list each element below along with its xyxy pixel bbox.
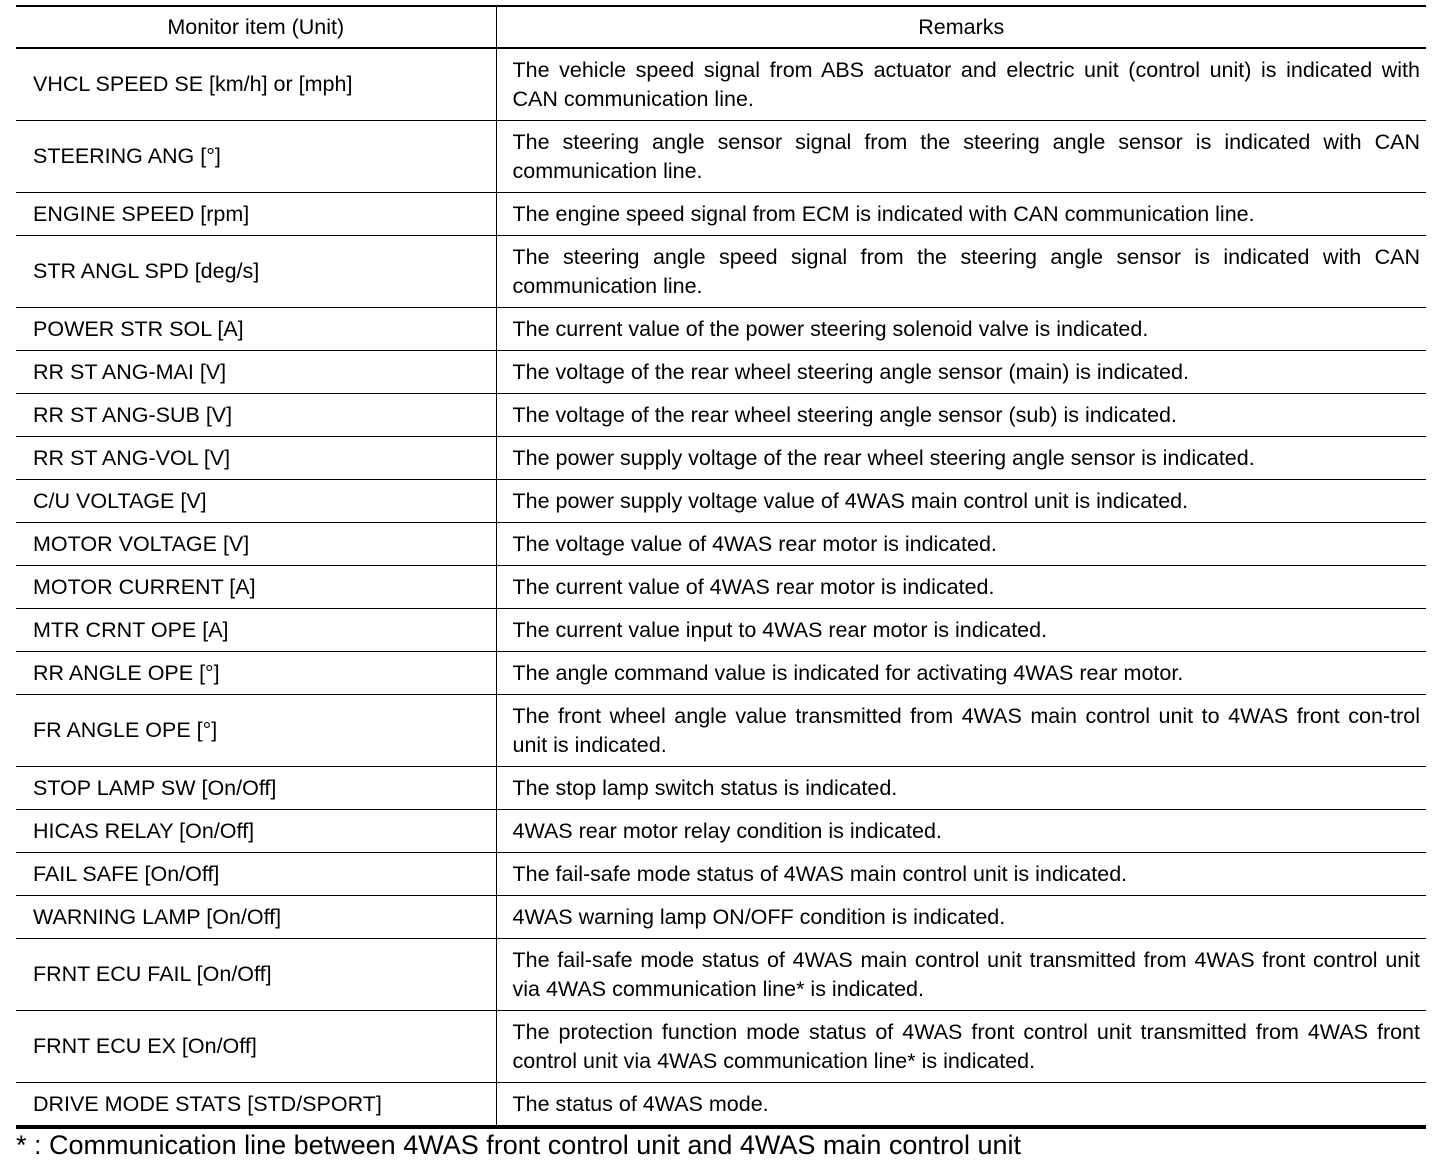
monitor-item-cell: C/U VOLTAGE [V]: [16, 480, 496, 523]
remarks-cell: The stop lamp switch status is indicated.: [496, 767, 1426, 810]
remarks-cell: The power supply voltage of the rear wheel steering angle sensor is indicated.: [496, 437, 1426, 480]
column-header-remarks: Remarks: [496, 6, 1426, 48]
table-row: [16, 523, 1426, 566]
remarks-cell: The fail-safe mode status of 4WAS main control unit is indicated.: [496, 853, 1426, 896]
remarks-cell: The fail-safe mode status of 4WAS main control unit transmitted from 4WAS front control unit via 4WAS communication line* is indicated.: [496, 939, 1426, 1011]
remarks-cell: 4WAS rear motor relay condition is indicated.: [496, 810, 1426, 853]
monitor-item-cell: HICAS RELAY [On/Off]: [16, 810, 496, 853]
table-row: [16, 652, 1426, 695]
table-row: [16, 566, 1426, 609]
monitor-item-cell: ENGINE SPEED [rpm]: [16, 193, 496, 236]
monitor-item-cell: RR ST ANG-VOL [V]: [16, 437, 496, 480]
monitor-item-cell: VHCL SPEED SE [km/h] or [mph]: [16, 48, 496, 121]
monitor-item-document: [16, 5, 1426, 1129]
table-row: [16, 308, 1426, 351]
table-row: [16, 609, 1426, 652]
monitor-item-cell: RR ST ANG-MAI [V]: [16, 351, 496, 394]
monitor-item-cell: MOTOR VOLTAGE [V]: [16, 523, 496, 566]
monitor-item-cell: FRNT ECU FAIL [On/Off]: [16, 939, 496, 1011]
monitor-item-cell: RR ST ANG-SUB [V]: [16, 394, 496, 437]
table-row: [16, 767, 1426, 810]
remarks-cell: The voltage of the rear wheel steering angle sensor (sub) is indicated.: [496, 394, 1426, 437]
monitor-item-cell: RR ANGLE OPE [°]: [16, 652, 496, 695]
monitor-item-cell: MOTOR CURRENT [A]: [16, 566, 496, 609]
remarks-cell: The current value of 4WAS rear motor is indicated.: [496, 566, 1426, 609]
monitor-item-cell: WARNING LAMP [On/Off]: [16, 896, 496, 939]
footnote: * : Communication line between 4WAS front control unit and 4WAS main control unit: [16, 1130, 1021, 1160]
monitor-item-cell: FRNT ECU EX [On/Off]: [16, 1011, 496, 1083]
table-row: [16, 236, 1426, 308]
remarks-cell: The voltage value of 4WAS rear motor is indicated.: [496, 523, 1426, 566]
table-row: [16, 437, 1426, 480]
table-row: [16, 1011, 1426, 1083]
remarks-cell: The protection function mode status of 4WAS front control unit transmitted from 4WAS front control unit via 4WAS communication line* is indicated.: [496, 1011, 1426, 1083]
column-header-monitor-item: Monitor item (Unit): [16, 6, 496, 48]
table-row: [16, 193, 1426, 236]
table-row: [16, 351, 1426, 394]
table-row: [16, 394, 1426, 437]
remarks-cell: The current value input to 4WAS rear motor is indicated.: [496, 609, 1426, 652]
table-body: [16, 48, 1426, 1127]
table-row: [16, 48, 1426, 121]
remarks-cell: The voltage of the rear wheel steering angle sensor (main) is indicated.: [496, 351, 1426, 394]
table-header-row: [16, 6, 1426, 48]
remarks-cell: The current value of the power steering solenoid valve is indicated.: [496, 308, 1426, 351]
monitor-item-cell: DRIVE MODE STATS [STD/SPORT]: [33, 1091, 382, 1116]
monitor-item-cell: STEERING ANG [°]: [16, 121, 496, 193]
table-row: [16, 480, 1426, 523]
table-row: [16, 853, 1426, 896]
remarks-cell: The vehicle speed signal from ABS actuator and electric unit (control unit) is indicated with CAN communication line.: [496, 48, 1426, 121]
table-row: [16, 695, 1426, 767]
table-row: [16, 121, 1426, 193]
monitor-item-cell: POWER STR SOL [A]: [16, 308, 496, 351]
monitor-item-cell: STR ANGL SPD [deg/s]: [16, 236, 496, 308]
table-row: [16, 1083, 1426, 1128]
remarks-cell: 4WAS warning lamp ON/OFF condition is indicated.: [496, 896, 1426, 939]
remarks-cell: The engine speed signal from ECM is indicated with CAN communication line.: [496, 193, 1426, 236]
remarks-cell: The angle command value is indicated for activating 4WAS rear motor.: [496, 652, 1426, 695]
monitor-item-cell: MTR CRNT OPE [A]: [16, 609, 496, 652]
remarks-cell: The steering angle sensor signal from the steering angle sensor is indicated with CAN communication line.: [496, 121, 1426, 193]
table-row: [16, 810, 1426, 853]
monitor-item-cell: FR ANGLE OPE [°]: [16, 695, 496, 767]
remarks-cell: The steering angle speed signal from the steering angle sensor is indicated with CAN communication line.: [496, 236, 1426, 308]
monitor-item-cell: STOP LAMP SW [On/Off]: [16, 767, 496, 810]
table-row: [16, 939, 1426, 1011]
monitor-item-table: [16, 5, 1426, 1129]
monitor-item-cell: FAIL SAFE [On/Off]: [16, 853, 496, 896]
remarks-cell: The front wheel angle value transmitted from 4WAS main control unit to 4WAS front con-trol unit is indicated.: [496, 695, 1426, 767]
table-row: [16, 896, 1426, 939]
remarks-cell: The power supply voltage value of 4WAS main control unit is indicated.: [496, 480, 1426, 523]
remarks-cell: The status of 4WAS mode.: [496, 1083, 1426, 1128]
